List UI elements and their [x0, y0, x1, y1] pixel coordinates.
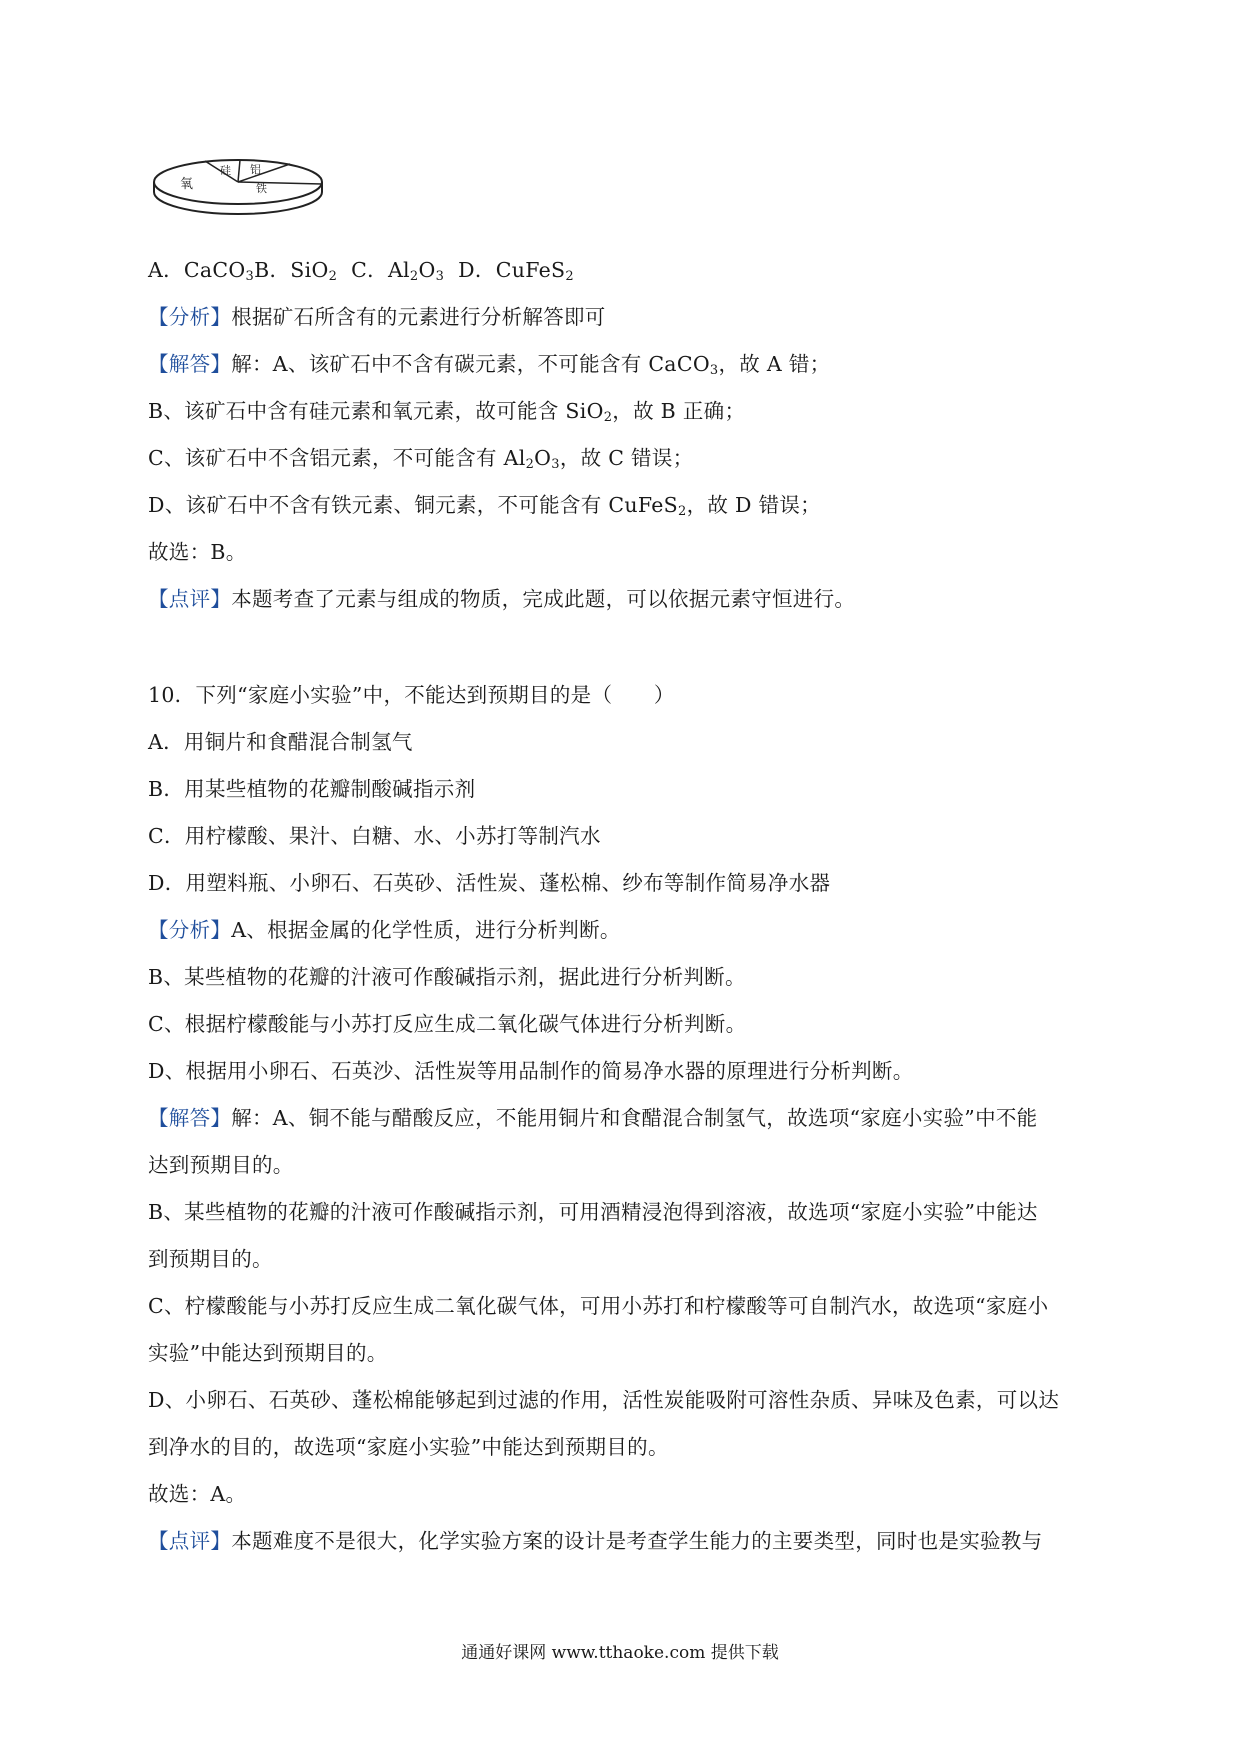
q9-options: [148, 255, 1108, 292]
q9-answer-a: 【解答】解：A、该矿石中不含有碳元素，不可能含有 CaCO$_3$，故 A 错；: [148, 352, 831, 378]
q10-answer-d-line1: D、小卵石、石英砂、蓬松棉能够起到过滤的作用，活性炭能吸附可溶性杂质、异味及色素，可以达: [148, 1388, 1060, 1412]
answer-tag: 【解答】: [148, 352, 232, 376]
q10-analysis-b: B、某些植物的花瓣的汁液可作酸碱指示剂，据此进行分析判断。: [148, 965, 746, 989]
pie-label-silicon: 硅: [220, 164, 231, 177]
q10-answer-d-line2: 到净水的目的，故选项“家庭小实验”中能达到预期目的。: [148, 1435, 669, 1459]
crust-element-pie-image: [150, 156, 330, 220]
q10-answer-b-line1: B、某些植物的花瓣的汁液可作酸碱指示剂，可用酒精浸泡得到溶液，故选项“家庭小实验”中能达: [148, 1200, 1038, 1224]
pie-label-aluminium: 铝: [250, 163, 261, 176]
q9-answer-d: D、该矿石中不含有铁元素、铜元素，不可能含有 CuFeS$_2$，故 D 错误；: [148, 493, 821, 519]
q10-answer-b-line2: 到预期目的。: [148, 1247, 273, 1271]
q10-answer-c-line1: C、柠檬酸能与小苏打反应生成二氧化碳气体，可用小苏打和柠檬酸等可自制汽水，故选项“家庭小: [148, 1294, 1049, 1318]
q9-option-c: C．$Al_2O_3$: [351, 258, 445, 284]
q9-comment: 【点评】本题考查了元素与组成的物质，完成此题，可以依据元素守恒进行。: [148, 587, 856, 611]
q10-stem: 10．下列“家庭小实验”中，不能达到预期目的是（ ）: [148, 683, 675, 707]
q10-option-b: B．用某些植物的花瓣制酸碱指示剂: [148, 777, 476, 801]
page-footer: 通通好课网 www.tthaoke.com 提供下载: [461, 1643, 779, 1663]
comment-tag: 【点评】: [148, 1529, 232, 1553]
q10-option-d: D．用塑料瓶、小卵石、石英砂、活性炭、蓬松棉、纱布等制作简易净水器: [148, 871, 831, 895]
q10-answer-a-line1: 【解答】解：A、铜不能与醋酸反应，不能用铜片和食醋混合制氢气，故选项“家庭小实验”中不能: [148, 1106, 1038, 1130]
q10-answer-c-line2: 实验”中能达到预期目的。: [148, 1341, 388, 1365]
q10-comment: 【点评】本题难度不是很大，化学实验方案的设计是考查学生能力的主要类型，同时也是实验教与: [148, 1529, 1043, 1553]
q9-option-b: B．SiO$_2$: [254, 258, 338, 284]
q9-option-d: D．CuFeS$_2$: [458, 258, 574, 284]
q10-analysis-d: D、根据用小卵石、石英沙、活性炭等用品制作的简易净水器的原理进行分析判断。: [148, 1059, 914, 1083]
q10-analysis-c: C、根据柠檬酸能与小苏打反应生成二氧化碳气体进行分析判断。: [148, 1012, 747, 1036]
analysis-tag: 【分析】: [148, 918, 232, 942]
q9-answer-b: B、该矿石中含有硅元素和氧元素，故可能含 SiO$_2$，故 B 正确；: [148, 399, 746, 425]
q9-answer-c: C、该矿石中不含铝元素，不可能含有 $Al_2O_3$，故 C 错误；: [148, 446, 694, 472]
q10-choice: 故选：A。: [148, 1482, 247, 1506]
analysis-tag: 【分析】: [148, 305, 232, 329]
pie-label-iron: 铁: [256, 182, 267, 195]
pie-label-oxygen: 氧: [180, 177, 194, 192]
q10-answer-a-line2: 达到预期目的。: [148, 1153, 294, 1177]
q10-option-a: A．用铜片和食醋混合制氢气: [148, 730, 413, 754]
comment-tag: 【点评】: [148, 587, 232, 611]
q10-option-c: C．用柠檬酸、果汁、白糖、水、小苏打等制汽水: [148, 824, 601, 848]
answer-tag: 【解答】: [148, 1106, 232, 1130]
q9-choice: 故选：B。: [148, 540, 247, 564]
q9-analysis: 【分析】根据矿石所含有的元素进行分析解答即可: [148, 305, 606, 329]
q9-option-a: A．CaCO$_3$: [148, 258, 255, 284]
q10-analysis-a: 【分析】A、根据金属的化学性质，进行分析判断。: [148, 918, 621, 942]
